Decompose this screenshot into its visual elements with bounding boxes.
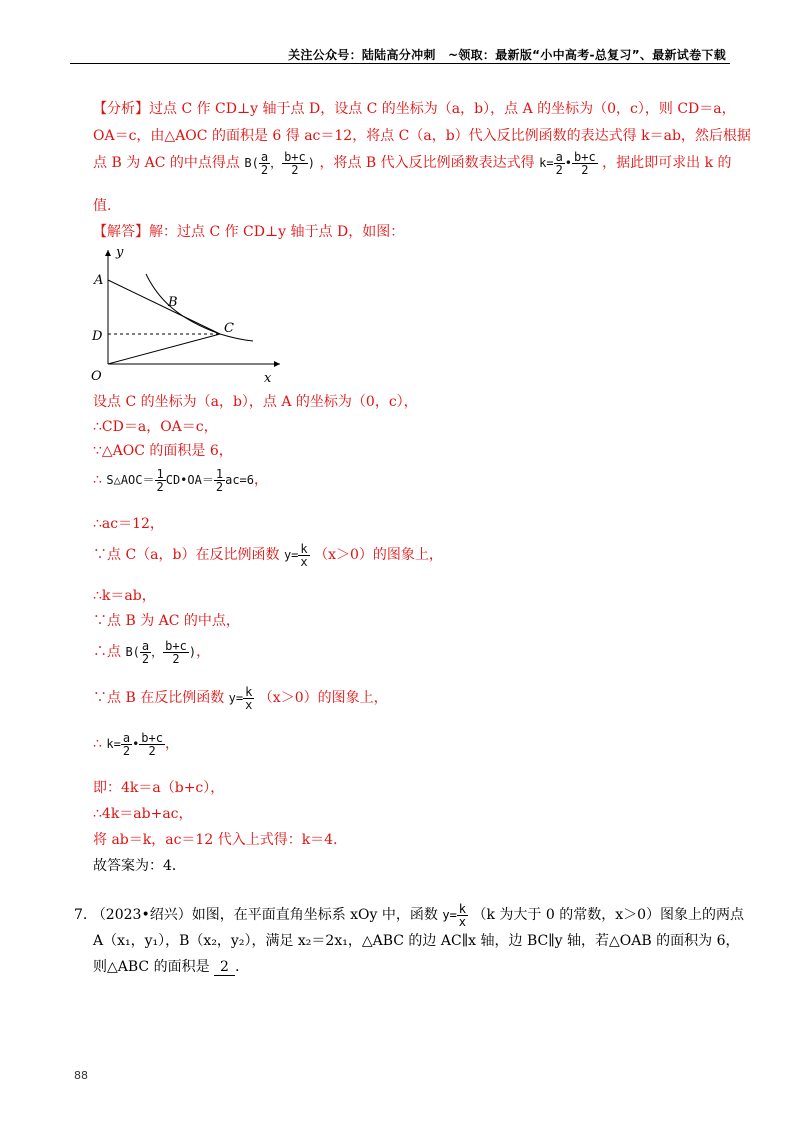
answer-blank: 2 bbox=[214, 959, 235, 976]
step-8: ∵点 B 为 AC 的中点， bbox=[93, 613, 240, 629]
label-d: D bbox=[92, 329, 103, 344]
problem-7-line-2: A（x₁，y₁），B（x₂，y₂），满足 x₂＝2x₁，△ABC 的边 AC∥x 轴，边 BC∥y 轴，若△OAB 的面积为 6， bbox=[93, 933, 740, 949]
step-14: 将 ab＝k，ac＝12 代入上式得：k＝4． bbox=[93, 832, 348, 848]
solution-tag: 【解答】 bbox=[93, 224, 149, 240]
page-header: 关注公众号：陆陆高分冲刺 ~领取：最新版“小中高考-总复习”、最新试卷下载 bbox=[288, 48, 726, 62]
step-13: ∴4k＝ab+ac， bbox=[93, 806, 193, 822]
step-9: ∴点 B( $\frac{a}{2}$ ， $\frac{b+c}{2}$ )， bbox=[93, 639, 211, 666]
analysis-text-3-post: ，据此即可求出 k 的 bbox=[602, 155, 732, 171]
inverse-function-formula: y= $\frac{k}{x}$ bbox=[283, 542, 308, 569]
analysis-tag: 【分析】 bbox=[93, 101, 149, 117]
step-6: ∵点 C（a，b）在反比例函数 y= $\frac{k}{x}$ （x＞0）的图象上， bbox=[93, 542, 443, 569]
solution-intro-text: 解：过点 C 作 CD⊥y 轴于点 D，如图： bbox=[149, 224, 405, 240]
step-5: ∴ac＝12， bbox=[93, 516, 164, 532]
step-7: ∴k＝ab， bbox=[93, 588, 156, 604]
problem-7-line-3: 则△ABC 的面积是 2 . bbox=[93, 959, 240, 975]
step-12: 即：4k＝a（b+c）， bbox=[93, 780, 225, 796]
header-divider bbox=[70, 63, 730, 64]
step-3: ∵△AOC 的面积是 6， bbox=[93, 443, 233, 459]
segment-oc bbox=[108, 334, 220, 364]
analysis-text-3-pre: 点 B 为 AC 的中点得点 bbox=[93, 155, 240, 171]
k-midpoint-formula: k= $\frac{a}{2}$ • $\frac{b+c}{2}$ bbox=[106, 731, 163, 758]
analysis-line-3 bbox=[93, 151, 732, 176]
step-1: 设点 C 的坐标为（a，b），点 A 的坐标为（0，c）， bbox=[93, 394, 418, 410]
midpoint-b-formula: B( $\frac{a}{2}$ ， $\frac{b+c}{2}$ ) bbox=[125, 639, 197, 666]
coordinate-figure bbox=[88, 244, 288, 388]
inverse-function-formula-2: y= $\frac{k}{x}$ bbox=[228, 685, 253, 712]
step-2: ∴CD＝a，OA＝c， bbox=[93, 419, 218, 435]
step-11: ∴ k= $\frac{a}{2}$ • $\frac{b+c}{2}$ ， bbox=[93, 731, 179, 758]
point-b-formula: B( $\frac{a}{2}$ ， $\frac{b+c}{2}$ ) bbox=[244, 150, 315, 177]
label-a: A bbox=[94, 273, 104, 288]
analysis-text-3-mid: ，将点 B 代入反比例函数表达式得 bbox=[319, 155, 535, 171]
label-c: C bbox=[224, 321, 234, 336]
analysis-line-4: 值. bbox=[93, 198, 112, 214]
label-o: O bbox=[91, 369, 102, 384]
segment-ac bbox=[108, 280, 220, 334]
analysis-line-1 bbox=[93, 98, 736, 118]
k-formula: k= $\frac{a}{2}$ • $\frac{b+c}{2}$ bbox=[539, 150, 596, 177]
analysis-line-2: OA＝c，由△AOC 的面积是 6 得 ac＝12，将点 C（a，b）代入反比例函数的表达式得 k＝ab，然后根据 bbox=[93, 128, 751, 144]
solution-intro bbox=[93, 221, 404, 241]
final-answer: 故答案为：4． bbox=[93, 858, 186, 874]
problem-number: 7. bbox=[74, 907, 88, 923]
problem-7-line-1: 7. （2023•绍兴）如图，在平面直角坐标系 xOy 中，函数 y= $\frac{k}{x}$ （k 为大于 0 的常数，x＞0）图象上的两点 bbox=[74, 902, 745, 929]
page-number: 88 bbox=[74, 1069, 88, 1082]
step-4: ∴ S△AOC＝ $\frac{1}{2}$ CD•OA＝ $\frac{1}{2}$ ac=6， bbox=[93, 467, 268, 494]
hyperbola-curve bbox=[146, 274, 253, 341]
step-10: ∵点 B 在反比例函数 y= $\frac{k}{x}$ （x＞0）的图象上， bbox=[93, 685, 388, 712]
area-formula: S△AOC＝ $\frac{1}{2}$ CD•OA＝ $\frac{1}{2}$ ac=6 bbox=[106, 467, 254, 494]
analysis-text-1: 过点 C 作 CD⊥y 轴于点 D，设点 C 的坐标为（a，b），点 A 的坐标为（0，c），则 CD＝a， bbox=[149, 101, 736, 117]
label-b: B bbox=[168, 295, 178, 310]
label-x: x bbox=[264, 371, 272, 386]
problem-function-formula: y= $\frac{k}{x}$ bbox=[442, 902, 467, 929]
label-y: y bbox=[116, 245, 124, 260]
